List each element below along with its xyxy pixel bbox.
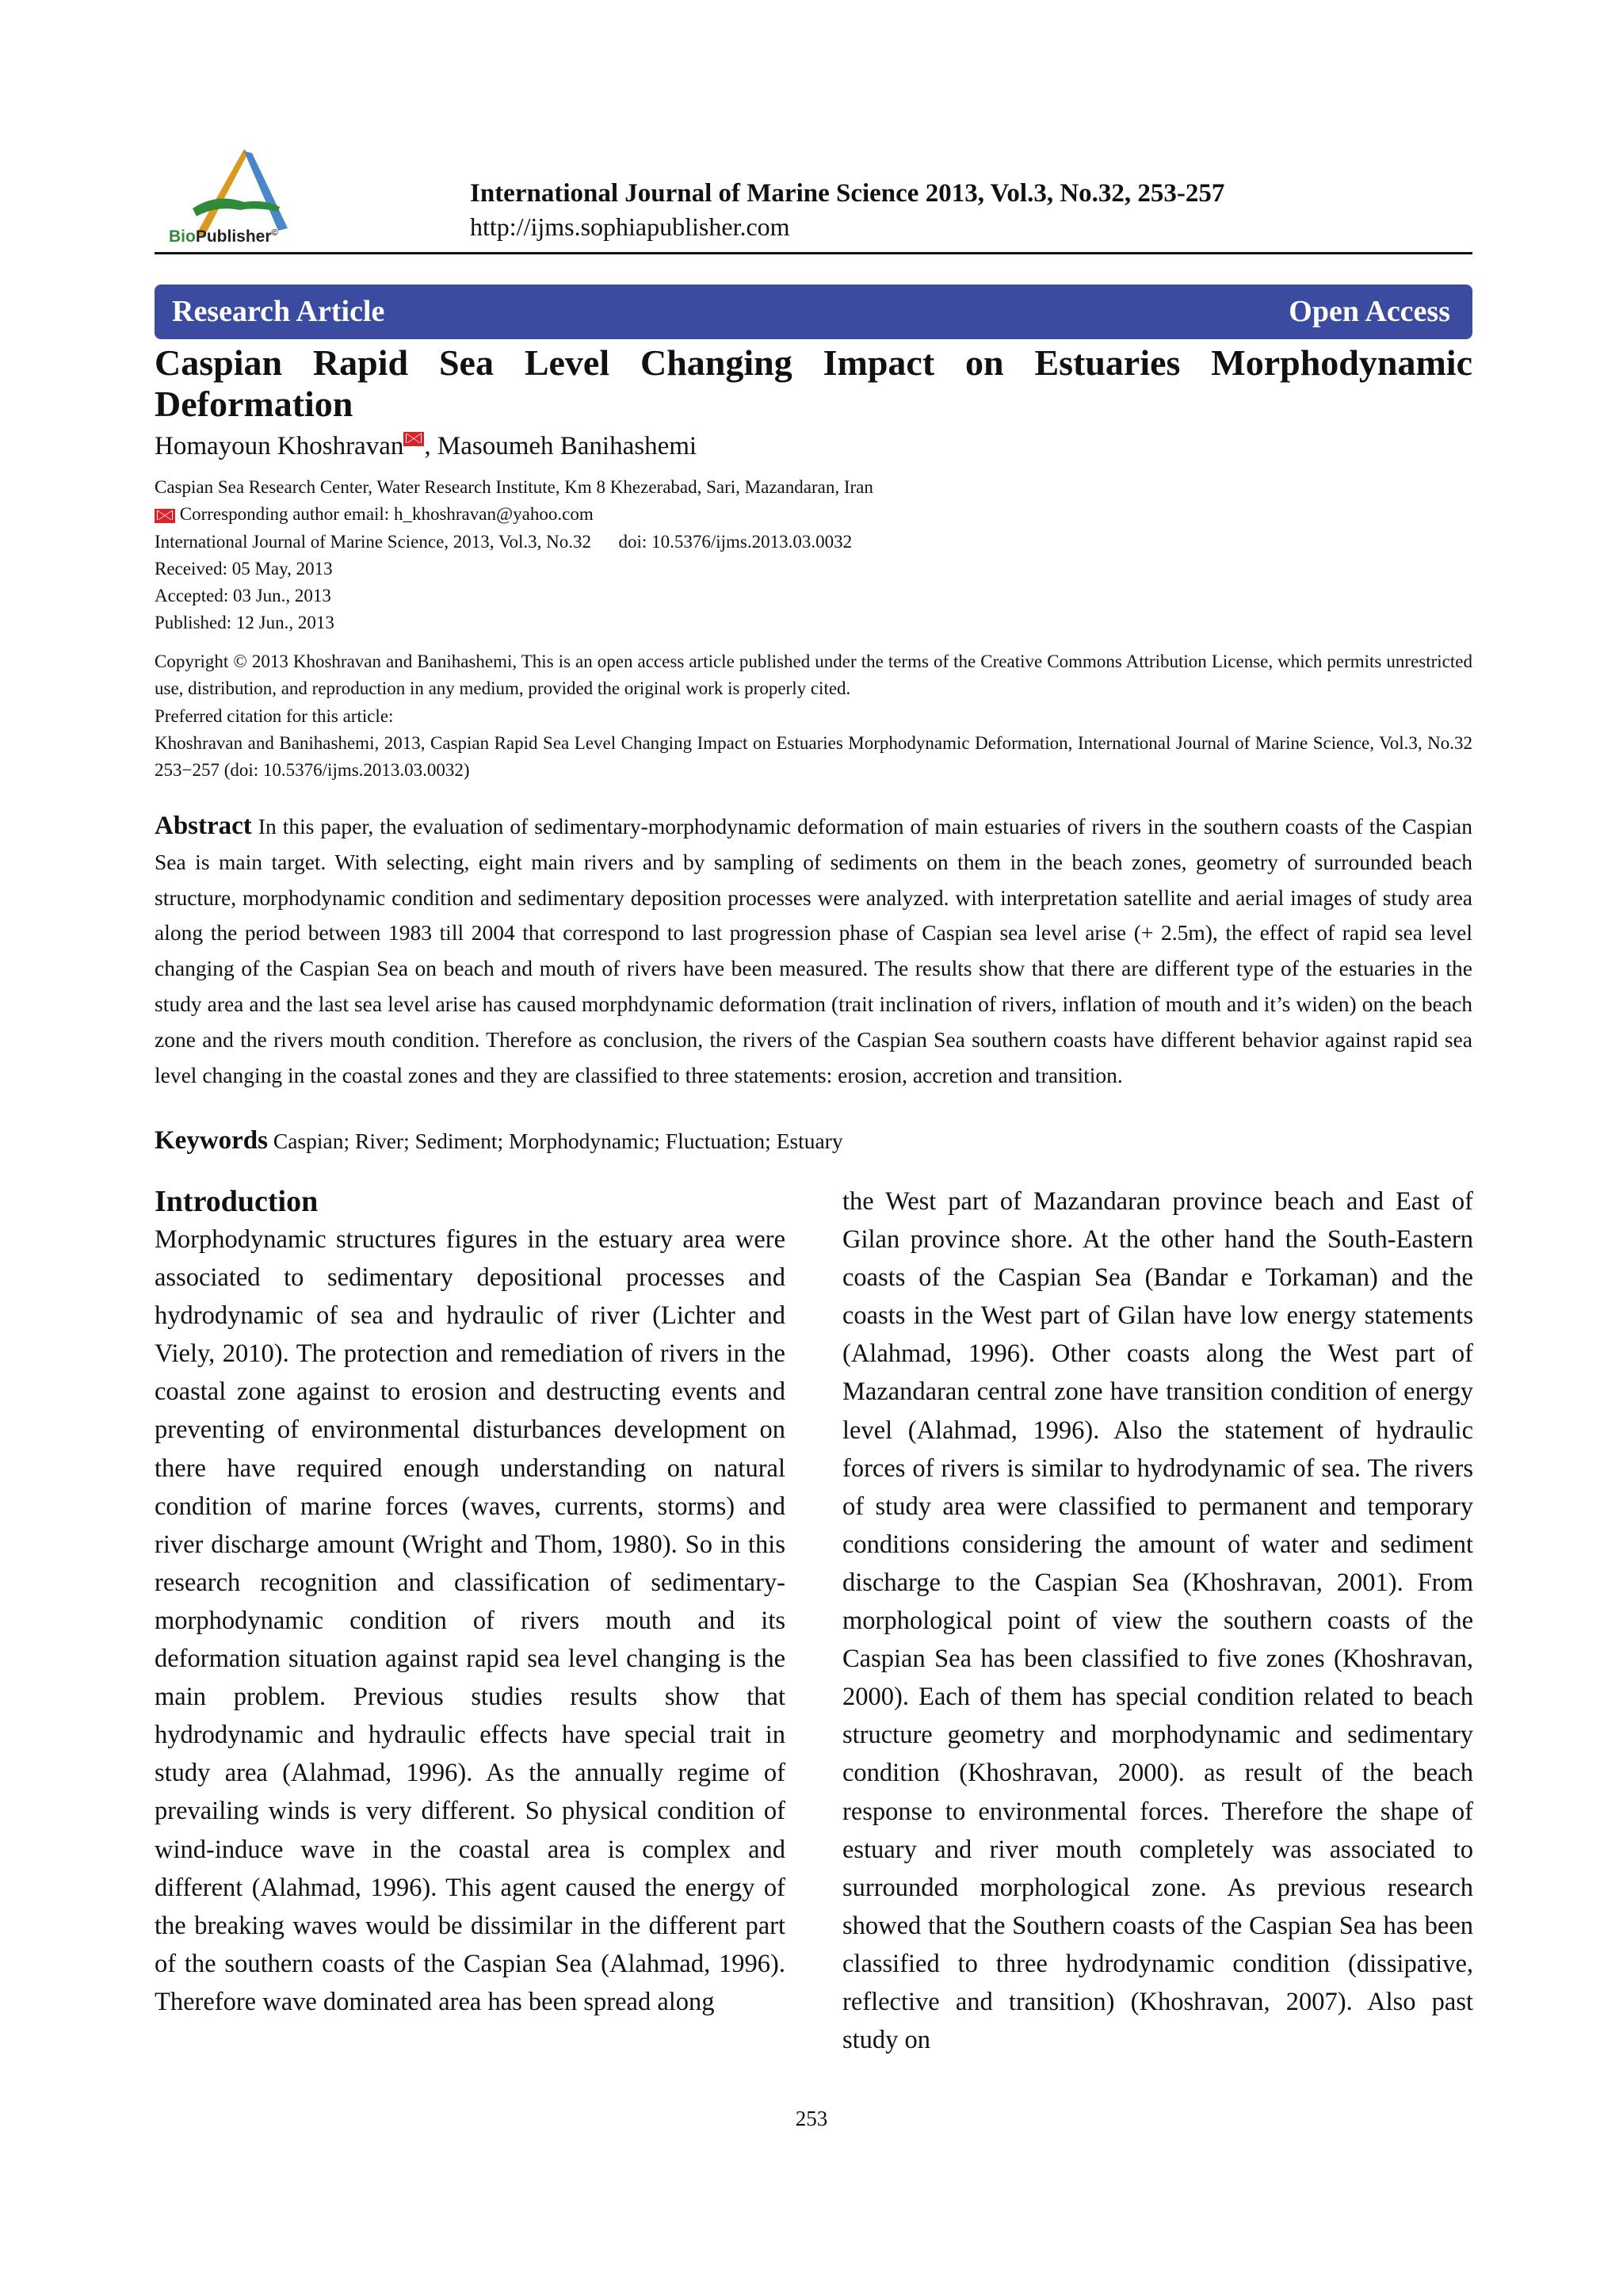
author-list	[155, 432, 697, 461]
author-name: Homayoun Khoshravan	[155, 432, 404, 460]
journal-url[interactable]: http://ijms.sophiapublisher.com	[470, 212, 790, 241]
introduction-heading: Introduction	[155, 1185, 319, 1218]
keywords-heading: Keywords	[155, 1126, 268, 1155]
email-icon	[155, 509, 175, 523]
corresponding-author	[155, 501, 873, 528]
article-title: Caspian Rapid Sea Level Changing Impact on Estuaries Morphodynamic Deformation	[155, 342, 1472, 424]
citation-text: Khoshravan and Banihashemi, 2013, Caspian Rapid Sea Level Changing Impact on Estuaries Morphodynamic Deformation, International Journal of Marine Science, Vol.3, No.32 253−257 (doi: 10.5376/ijms.2013.03.0032)	[155, 732, 1472, 781]
body-text: Morphodynamic structures figures in the estuary area were associated to sedimentary depositional processes and hydrodynamic of sea and hydraulic of river (Lichter and Viely, 2010). The protection and remediation of rivers in the coastal zone against to erosion and destructing events and preventing of environmental disturbances development on there have required enough understanding on natural condition of marine forces (waves, currents, storms) and river discharge amount (Wright and Thom, 1980). So in this research recognition and classification of sedimentary-morphodynamic condition of rivers mouth and its deformation situation against rapid sea level changing is the main problem. Previous studies results show that hydrodynamic and hydraulic effects have special trait in study area (Alahmad, 1996). As the annually regime of prevailing winds is very different. So physical condition of wind-induce wave in the coastal area is complex and different (Alahmad, 1996). This agent caused the energy of the breaking waves would be dissimilar in the different part of the southern coasts of the Caspian Sea (Alahmad, 1996). Therefore wave dominated area has been spread along	[155, 1225, 785, 2016]
accepted-date: Accepted: 03 Jun., 2013	[155, 586, 331, 606]
logo-wordmark: BioPublisher©	[169, 227, 278, 246]
copyright-notice: Copyright © 2013 Khoshravan and Banihashemi, This is an open access article published under the terms of the Creative Commons Attribution License, which permits unrestricted use, distribution, and reproduction in any medium, provided the original work is properly cited.	[155, 651, 1472, 699]
keywords-text: Caspian; River; Sediment; Morphodynamic; Fluctuation; Estuary	[273, 1129, 843, 1153]
open-access-label: Open Access	[1289, 295, 1450, 328]
journal-reference: International Journal of Marine Science, 2013, Vol.3, No.32 doi: 10.5376/ijms.2013.03.0032	[155, 531, 853, 552]
abstract	[155, 808, 1472, 1093]
published-date: Published: 12 Jun., 2013	[155, 613, 334, 633]
email-icon[interactable]	[403, 432, 424, 446]
header-rule	[155, 252, 1472, 254]
affiliation: Caspian Sea Research Center, Water Research Institute, Km 8 Khezerabad, Sari, Mazandaran, Iran	[155, 477, 873, 497]
article-metadata	[155, 474, 873, 637]
research-article-label: Research Article	[172, 295, 385, 328]
abstract-heading: Abstract	[155, 812, 252, 840]
copyright-block	[155, 648, 1472, 784]
page-number: 253	[795, 2107, 828, 2130]
citation-label: Preferred citation for this article:	[155, 705, 394, 726]
left-column	[155, 1182, 785, 2021]
article-type-banner	[155, 285, 1472, 339]
journal-header: International Journal of Marine Science 2013, Vol.3, No.32, 253-257	[470, 179, 1225, 208]
keywords	[155, 1126, 843, 1156]
corresponding-email[interactable]: Corresponding author email: h_khoshravan@yahoo.com	[179, 504, 594, 525]
author-name: , Masoumeh Banihashemi	[424, 432, 697, 460]
body-text: the West part of Mazandaran province beach and East of Gilan province shore. At the other hand the South-Eastern coasts of the Caspian Sea (Bandar e Torkaman) and the coasts in the West part of Gilan have low energy statements (Alahmad, 1996). Other coasts along the West part of Mazandaran central zone have transition condition of energy level (Alahmad, 1996). Also the statement of hydraulic forces of rivers is similar to hydrodynamic of sea. The rivers of study area were classified to permanent and temporary conditions considering the amount of water and sediment discharge to the Caspian Sea (Khoshravan, 2001). From morphological point of view the southern coasts of the Caspian Sea has been classified to five zones (Khoshravan, 2000). Each of them has special condition related to beach structure geometry and morphodynamic and sedimentary condition (Khoshravan, 2000). as result of the beach response to environmental forces. Therefore the shape of estuary and river mouth completely was associated to surrounded morphological zone. As previous research showed that the Southern coasts of the Caspian Sea has been classified to three hydrodynamic condition (dissipative, reflective and transition) (Khoshravan, 2007). Also past study on	[842, 1187, 1473, 2055]
abstract-text: In this paper, the evaluation of sedimentary-morphodynamic deformation of main estuaries of rivers in the southern coasts of the Caspian Sea is main target. With selecting, eight main rivers and by sampling of sediments on them in the beach zones, geometry of surrounded beach structure, morphodynamic condition and sedimentary deposition processes were analyzed. with interpretation satellite and aerial images of study area along the period between 1983 till 2004 that correspond to last progression phase of Caspian sea level arise (+ 2.5m), the effect of rapid sea level changing of the Caspian Sea on beach and mouth of rivers have been measured. The results show that there are different type of the estuaries in the study area and the last sea level arise has caused morphdynamic deformation (trait inclination of rivers, inflation of mouth and it’s widen) on the beach zone and the rivers mouth condition. Therefore as conclusion, the rivers of the Caspian Sea southern coasts have different behavior against rapid sea level changing in the coastal zones and they are classified to three statements: erosion, accretion and transition.	[155, 814, 1472, 1087]
right-column	[842, 1182, 1473, 2059]
received-date: Received: 05 May, 2013	[155, 558, 333, 579]
